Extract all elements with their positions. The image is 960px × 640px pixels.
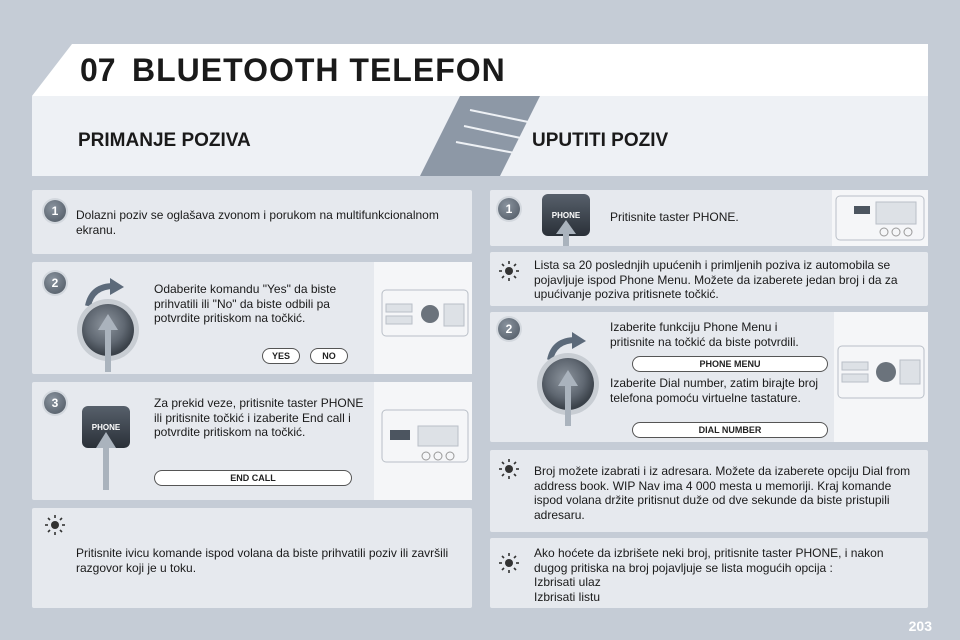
panel-make-step2 (490, 312, 928, 442)
panel-make-tip2 (490, 450, 928, 532)
press-arrow-icon (556, 220, 576, 246)
panel-receive-tip (32, 508, 472, 608)
panel-make-tip1 (490, 252, 928, 306)
panel-make-step1 (490, 190, 928, 246)
step-number-badge: 3 (44, 392, 66, 414)
radio-unit-icon (374, 262, 472, 374)
step-text: Izaberite funkciju Phone Menu i pritisnite na točkić da biste potvrdili. (610, 320, 799, 349)
panel-receive-step1 (32, 190, 472, 254)
tip-option-delete-entry: Izbrisati ulaz (534, 575, 601, 589)
dial-number-button[interactable]: DIAL NUMBER (632, 422, 828, 438)
radio-unit-icon (832, 190, 928, 246)
page-number: 203 (908, 618, 932, 634)
step-text: Pritisnite taster PHONE. (610, 210, 739, 224)
no-button[interactable]: NO (310, 348, 348, 364)
tip-text: Lista sa 20 poslednjih upućenih i primljenih poziva iz automobila se pojavljuje ispod Phone Menu. Možete da izaberete jedan broj i da za upućivanje poziva pritisnete točkić. (534, 258, 898, 301)
step-number-badge: 1 (498, 198, 520, 220)
tip-sun-icon (498, 260, 520, 282)
section-title-receive: PRIMANJE POZIVA (78, 130, 251, 151)
tip-text: Broj možete izabrati i iz adresara. Možete da izaberete opciju Dial from address book. WIP Nav ima 4 000 mesta u memoriji. Kraj komande ispod volana držite pritisnut duže od dve sekunde da biste pristupili adresaru. (534, 464, 911, 522)
step-text: Izaberite Dial number, zatim birajte broj telefona pomoću virtuelne tastature. (610, 376, 819, 405)
press-arrow-icon (96, 432, 116, 490)
press-arrow-icon (98, 314, 118, 372)
panel-receive-step3 (32, 382, 472, 500)
section-title-make: UPUTITI POZIV (532, 130, 669, 151)
press-arrow-icon (558, 370, 578, 426)
tip-text: Pritisnite ivicu komande ispod volana da biste prihvatili poziv ili završili razgovor koji je u toku. (76, 546, 449, 575)
radio-unit-icon (834, 312, 928, 442)
radio-panel-image (374, 382, 472, 500)
panel-receive-step2 (32, 262, 472, 374)
panel-make-tip3 (490, 538, 928, 608)
phone-menu-button[interactable]: PHONE MENU (632, 356, 828, 372)
yes-button[interactable]: YES (262, 348, 300, 364)
step-number-badge: 1 (44, 200, 66, 222)
header-decoration (420, 96, 540, 176)
radio-panel-image (832, 190, 928, 246)
tip-text (534, 546, 920, 604)
tip-sun-icon (44, 514, 66, 536)
chapter-title: BLUETOOTH TELEFON (132, 52, 506, 88)
step-number-badge: 2 (44, 272, 66, 294)
radio-panel-image (834, 312, 928, 442)
header-corner (32, 44, 72, 96)
step-text: Odaberite komandu "Yes" da biste prihvatili ili "No" da biste odbili pa potvrdite pritiskom na točkić. (154, 282, 337, 325)
end-call-button[interactable]: END CALL (154, 470, 352, 486)
chapter-number: 07 (80, 52, 116, 88)
tip-sun-icon (498, 552, 520, 574)
radio-unit-icon (374, 382, 472, 500)
phone-key-icon: PHONE (82, 406, 130, 448)
tip-sun-icon (498, 458, 520, 480)
step-text: Dolazni poziv se oglašava zvonom i porukom na multifunkcionalnom ekranu. (76, 208, 439, 237)
phone-key-icon: PHONE (542, 194, 590, 236)
tip-text-line: Ako hoćete da izbrišete neki broj, pritisnite taster PHONE, i nakon dugog pritiska na broj pojavljuje se lista mogućih opcija : (534, 546, 884, 575)
tip-option-delete-list: Izbrisati listu (534, 589, 601, 604)
step-number-badge: 2 (498, 318, 520, 340)
step-text: Za prekid veze, pritisnite taster PHONE ili pritisnite točkić i izaberite End call i potvrdite pritiskom na točkić. (154, 396, 364, 439)
radio-panel-image (374, 262, 472, 374)
